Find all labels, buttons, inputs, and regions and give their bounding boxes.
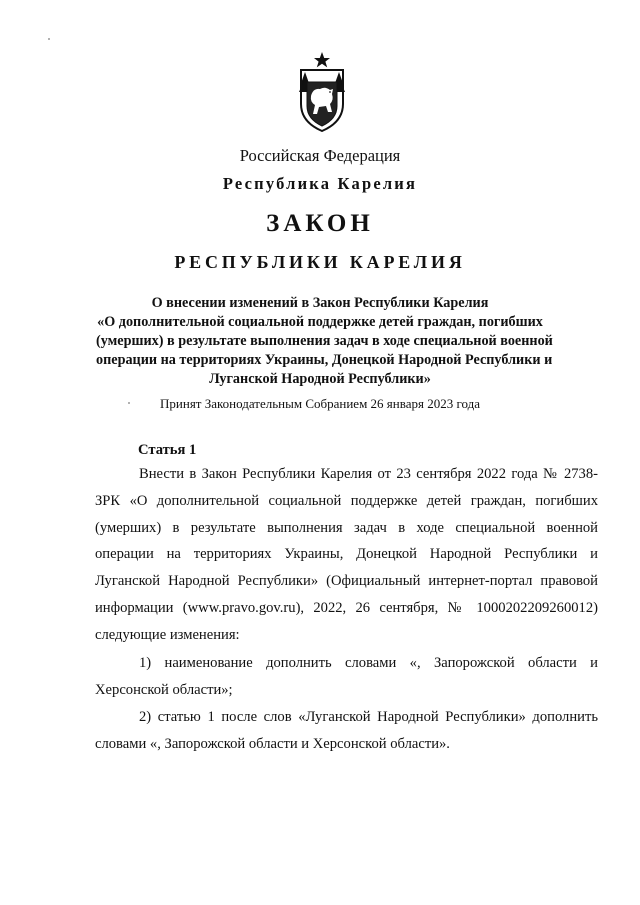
subject-line: О внесении изменений в Закон Республики Карелия <box>151 295 489 311</box>
adoption-note: Принят Законодательным Собранием 26 января 2023 года <box>160 396 480 411</box>
article-paragraph: Внести в Закон Республики Карелия от 23 сентября 2022 года № 2738-ЗРК «О дополнительной социальной поддержке детей граждан, погибших (умерших) в результате выполнения задач в ходе специальной военной операции на территориях Украины, Донецкой Народной Республики и Луганской Народной Республики» (Официальный интернет-портал правовой информации (www.pravo.gov.ru), 2022, 26 сентября, № 1000202209260012) следующие изменения: <box>95 466 598 643</box>
country-name: Российская Федерация <box>239 146 401 165</box>
subject-line: Луганской Народной Республики» <box>209 371 431 387</box>
article-paragraph: 1) наименование дополнить словами «, Запорожской области и Херсонской области»; <box>95 655 598 698</box>
subject-line: «О дополнительной социальной поддержке детей граждан, погибших <box>97 314 543 330</box>
article-heading: Статья 1 <box>138 442 197 458</box>
scan-speck <box>48 38 50 40</box>
subject-line: (умерших) в результате выполнения задач в ходе специальной военной <box>96 333 553 349</box>
scan-speck <box>128 402 130 404</box>
republic-name: Республика Карелия <box>222 174 418 193</box>
law-title: ЗАКОН <box>266 210 374 237</box>
subject-line: операции на территориях Украины, Донецкой Народной Республики и <box>96 352 553 368</box>
law-subtitle: РЕСПУБЛИКИ КАРЕЛИЯ <box>174 252 466 272</box>
karelia-coat-of-arms-icon <box>297 52 347 132</box>
article-paragraph: 2) статью 1 после слов «Луганской Народной Республики» дополнить словами «, Запорожской области и Херсонской области». <box>95 709 598 752</box>
law-subject <box>96 294 553 389</box>
